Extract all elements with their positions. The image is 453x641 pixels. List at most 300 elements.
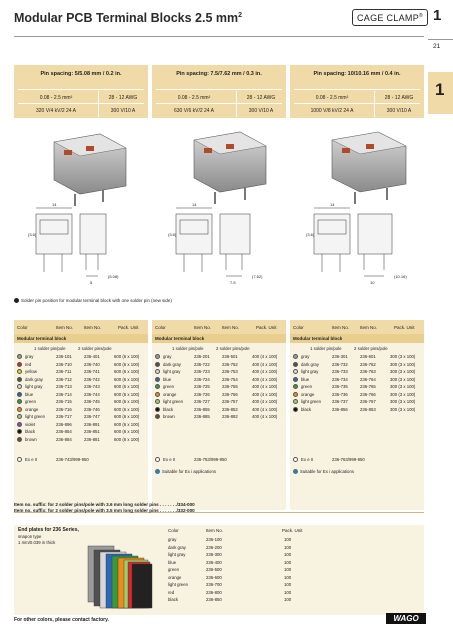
row-item1: 236-715 (56, 399, 72, 404)
col-item2: Item No. (222, 325, 240, 330)
row-color: light gray (301, 369, 319, 374)
table-row[interactable] (290, 368, 424, 375)
row-item2: 236-765 (360, 384, 376, 389)
endplate-pack: 100 (284, 597, 292, 602)
dim-label: 14 (330, 202, 335, 207)
row-item1: 236-734 (332, 376, 348, 382)
row-item2: 236-753 (222, 369, 238, 374)
endplate-row[interactable] (166, 574, 316, 581)
row-item2: 236-740 (84, 361, 100, 367)
row-pack: 600 (6 x 100) (114, 376, 140, 382)
end-plate-stack-image (84, 540, 154, 612)
table-row[interactable] (152, 353, 286, 360)
ex-item: 236-763/999-950 (332, 457, 365, 462)
row-item1: 236-722 (194, 361, 210, 367)
row-item1: 236-856 (332, 406, 348, 412)
row-pack: 400 (4 x 100) (252, 414, 278, 419)
endplate-row[interactable] (166, 581, 316, 588)
col-color: Color (17, 325, 28, 330)
table-row[interactable] (152, 398, 286, 405)
col-pack: Pack. Unit (256, 325, 277, 330)
side-tab-number: 1 (435, 80, 445, 99)
row-item2: 236-601 (360, 354, 376, 359)
row-item2: 236-741 (84, 369, 100, 374)
endplate-item: 236-100 (206, 537, 222, 542)
row-color: green (301, 384, 312, 389)
row-pack: 300 (3 x 100) (390, 361, 416, 367)
color-swatch-icon (17, 414, 22, 419)
row-item2: 236-852 (222, 406, 238, 412)
color-swatch-icon (17, 362, 22, 367)
row-item1: 236-735 (332, 384, 348, 389)
spec-awg: 28 - 12 AWG (384, 95, 414, 101)
col-two-pins: 2 solder pins/pole (216, 346, 250, 351)
spec-rating-iec: 320 V/4 kV/2 24 A (35, 108, 77, 114)
row-item2: 236-851 (84, 429, 100, 434)
endplate-row[interactable] (166, 596, 316, 603)
dim-label: (5.08) (108, 274, 119, 279)
row-item2: 236-742 (84, 376, 100, 382)
row-pack: 400 (4 x 100) (252, 391, 278, 397)
row-color: violet (25, 421, 36, 427)
color-swatch-icon (17, 422, 22, 427)
endplate-pack: 100 (284, 544, 292, 550)
row-pack: 300 (3 x 100) (390, 399, 416, 404)
spec-divider (156, 89, 282, 90)
table-row[interactable] (152, 361, 286, 368)
row-item2: 236-881 (84, 436, 100, 442)
col-one-pin: 1 solder pin/pole (310, 346, 342, 351)
end-plate-subtitle: snapon type 1 mm/0.039 in thick (18, 534, 56, 545)
row-pack: 600 (6 x 100) (114, 399, 140, 404)
spec-divider (294, 89, 420, 90)
row-color: light green (163, 399, 184, 404)
dim-label: (7.62) (252, 274, 263, 279)
table-row[interactable] (290, 361, 424, 368)
row-color: light green (25, 414, 46, 419)
row-item2: 236-401 (84, 354, 100, 359)
spec-heading: Pin spacing: 5/5.08 mm / 0.2 in. (40, 71, 122, 77)
product-table-2 (290, 320, 424, 510)
row-color: light gray (163, 369, 181, 374)
dimension-drawing-10mm (314, 208, 392, 276)
table-subheader: Modular terminal block (14, 334, 148, 343)
table-row[interactable] (152, 383, 286, 390)
row-item2: 236-743 (84, 384, 100, 389)
row-item2: 236-891 (84, 421, 100, 427)
table-row[interactable] (14, 421, 148, 428)
table-row[interactable] (290, 406, 424, 413)
spec-divider (294, 103, 420, 104)
col-item2: Item No. (84, 325, 102, 330)
dim-label: (3.6) (28, 232, 37, 237)
endplate-item: 236-300 (206, 552, 222, 557)
dim-label: 14 (52, 202, 57, 207)
ex-item: 236-753/999-950 (194, 457, 227, 462)
endplate-pack: 100 (284, 582, 292, 587)
row-pack: 300 (3 x 100) (390, 391, 416, 397)
table-header (14, 320, 148, 334)
endplate-item: 236-600 (206, 574, 222, 580)
table-row[interactable] (290, 391, 424, 398)
row-item2: 236-746 (84, 406, 100, 412)
row-color: dark gray (301, 361, 319, 367)
col-color: Color (155, 325, 166, 330)
table-row[interactable] (14, 361, 148, 368)
endplate-color: light green (168, 582, 189, 587)
ex-item: 236-743/999-950 (56, 457, 89, 462)
row-item2: 236-757 (222, 399, 238, 404)
row-pack: 300 (3 x 100) (390, 406, 416, 412)
spec-awg: 28 - 12 AWG (108, 95, 138, 101)
info-icon (155, 469, 160, 474)
endplate-pack: 100 (284, 537, 292, 542)
table-row[interactable] (14, 368, 148, 375)
endplate-item: 236-700 (206, 582, 222, 587)
spec-cross-section: 0.08 - 2.5 mm² (315, 95, 349, 101)
color-swatch-icon (293, 362, 298, 367)
dim-label: 10 (370, 280, 375, 285)
spec-divider (18, 89, 144, 90)
spec-band-5mm (14, 65, 148, 118)
color-swatch-icon (17, 399, 22, 404)
dim-label: 7.5 (230, 280, 236, 285)
row-item1: 236-855 (194, 406, 210, 412)
solder-pin-note: Solder pin position for modular terminal block with one solder pin (new side) (14, 298, 172, 303)
color-swatch-icon (17, 392, 22, 397)
endplate-row[interactable] (166, 559, 316, 566)
ex-i-note: Suitable for Ex i applications (155, 469, 216, 474)
row-color: black (301, 406, 312, 412)
row-color: brown (163, 414, 175, 419)
row-color: dark gray (163, 361, 181, 367)
row-item1: 236-896 (56, 421, 72, 427)
table-row[interactable] (14, 391, 148, 398)
color-swatch-icon (17, 377, 22, 382)
spec-rating-iec: 1000 V/8 kV/2 24 A (310, 108, 354, 114)
row-item1: 236-723 (194, 369, 210, 374)
ex-marker-icon (17, 457, 22, 462)
row-item2: 236-756 (222, 391, 238, 397)
table-row[interactable] (152, 406, 286, 413)
row-item1: 236-726 (194, 391, 210, 397)
row-item2: 236-853 (360, 406, 376, 412)
endplate-color: light gray (168, 552, 186, 557)
col-color: Color (293, 325, 304, 330)
row-item2: 236-766 (360, 391, 376, 397)
row-pack: 600 (6 x 100) (114, 384, 140, 389)
spec-heading: Pin spacing: 7.5/7.62 mm / 0.3 in. (176, 71, 262, 77)
row-pack: 600 (6 x 100) (114, 406, 140, 412)
table-row[interactable] (290, 353, 424, 360)
spec-band-7mm (152, 65, 286, 118)
row-item1: 236-885 (194, 414, 210, 419)
row-pack: 400 (4 x 100) (252, 406, 278, 412)
row-item1: 236-884 (56, 436, 72, 442)
color-swatch-icon (293, 384, 298, 389)
product-photo-5mm (54, 134, 126, 206)
dim-label: (3.6) (168, 232, 177, 237)
row-pack: 600 (6 x 100) (114, 436, 140, 442)
endplate-row[interactable] (166, 551, 316, 558)
dim-label: (10.16) (394, 274, 407, 279)
spec-awg: 28 - 12 AWG (246, 95, 276, 101)
row-item1: 236-201 (194, 354, 210, 359)
row-item2: 236-752 (222, 361, 238, 367)
color-swatch-icon (17, 437, 22, 442)
endplate-col-color: Color (168, 528, 179, 533)
row-color: green (25, 399, 36, 404)
table-header (290, 320, 424, 334)
dim-label: 14 (192, 202, 197, 207)
product-table-1 (152, 320, 286, 510)
row-item1: 236-854 (56, 429, 72, 434)
table-header (152, 320, 286, 334)
endplate-color: dark gray (168, 544, 186, 550)
row-color: blue (301, 376, 310, 382)
row-pack: 400 (4 x 100) (252, 384, 278, 389)
dim-label: 5 (90, 280, 93, 285)
spec-band-10mm (290, 65, 424, 118)
row-pack: 400 (4 x 100) (252, 369, 278, 374)
row-item1: 236-717 (56, 414, 72, 419)
color-swatch-icon (155, 362, 160, 367)
color-swatch-icon (17, 429, 22, 434)
page-title: Modular PCB Terminal Blocks 2.5 $mm^2$ (14, 11, 243, 25)
table-row[interactable] (152, 368, 286, 375)
ex-row[interactable] (152, 456, 286, 463)
row-color: orange (301, 391, 315, 397)
row-item1: 236-725 (194, 384, 210, 389)
row-item2: 236-501 (222, 354, 238, 359)
endplate-color: blue (168, 559, 177, 565)
row-color: green (163, 384, 174, 389)
row-item2: 236-745 (84, 399, 100, 404)
col-two-pins: 2 solder pins/pole (354, 346, 388, 351)
row-pack: 300 (3 x 100) (390, 354, 416, 359)
row-color: dark gray (25, 376, 43, 382)
table-row[interactable] (290, 376, 424, 383)
row-pack: 300 (3 x 100) (390, 384, 416, 389)
row-item2: 236-882 (222, 414, 238, 419)
row-pack: 600 (6 x 100) (114, 369, 140, 374)
endplate-color: gray (168, 537, 177, 542)
row-color: blue (25, 391, 34, 397)
col-item1: Item No. (332, 325, 350, 330)
ex-label: Ex e II (163, 457, 176, 462)
row-item2: 236-744 (84, 391, 100, 397)
row-item1: 236-711 (56, 369, 72, 374)
endplate-color: black (168, 597, 179, 602)
endplate-item: 236-400 (206, 559, 222, 565)
dim-label: (3.6) (306, 232, 315, 237)
col-pack: Pack. Unit (118, 325, 139, 330)
spec-cross-section: 0.08 - 2.5 mm² (39, 95, 73, 101)
row-color: gray (163, 354, 172, 359)
table-row[interactable] (152, 413, 286, 420)
row-pack: 600 (6 x 100) (114, 429, 140, 434)
row-item1: 236-716 (56, 406, 72, 412)
color-swatch-icon (155, 399, 160, 404)
endplate-color: orange (168, 574, 182, 580)
footer-note: For other colors, please contact factory. (14, 617, 109, 623)
item-suffix-note-1: Item no. suffix: for 2 solder pins/pole with 3.6 mm long solder pins . . . . . . ./334-000 (14, 502, 195, 507)
spec-rating-ul: 300 V/10 A (248, 108, 274, 114)
col-pack: Pack. Unit (394, 325, 415, 330)
col-one-pin: 1 solder pin/pole (172, 346, 204, 351)
end-plate-title: End plates for 236 Series, (18, 527, 79, 533)
endplate-row[interactable] (166, 536, 316, 543)
color-swatch-icon (293, 354, 298, 359)
spec-heading: Pin spacing: 10/10.16 mm / 0.4 in. (313, 71, 401, 77)
table-row[interactable] (14, 398, 148, 405)
table-row[interactable] (14, 376, 148, 383)
table-subheader: Modular terminal block (290, 334, 424, 343)
row-item2: 236-755 (222, 384, 238, 389)
product-photo-7mm (194, 132, 266, 204)
table-row[interactable] (152, 391, 286, 398)
endplate-row[interactable] (166, 566, 316, 573)
row-item1: 236-710 (56, 361, 72, 367)
row-pack: 600 (6 x 100) (114, 354, 140, 359)
col-two-pins: 2 solder pins/pole (78, 346, 112, 351)
color-swatch-icon (17, 369, 22, 374)
table-row[interactable] (14, 413, 148, 420)
endplate-pack: 100 (284, 552, 292, 557)
row-color: orange (25, 406, 39, 412)
endplate-pack: 100 (284, 589, 292, 595)
row-item2: 236-767 (360, 399, 376, 404)
col-item1: Item No. (56, 325, 74, 330)
row-pack: 400 (4 x 100) (252, 361, 278, 367)
row-color: black (163, 406, 174, 412)
table-row[interactable] (14, 353, 148, 360)
row-item1: 236-101 (56, 354, 72, 359)
row-pack: 600 (6 x 100) (114, 361, 140, 367)
color-swatch-icon (17, 407, 22, 412)
product-table-0 (14, 320, 148, 510)
row-color: red (25, 361, 32, 367)
info-icon (293, 469, 298, 474)
endplate-color: green (168, 567, 179, 572)
ex-row[interactable] (290, 456, 424, 463)
endplate-row[interactable] (166, 589, 316, 596)
row-pack: 400 (4 x 100) (252, 354, 278, 359)
product-photo-10mm (332, 132, 406, 204)
ex-i-note: Suitable for Ex i applications (293, 469, 354, 474)
spec-rating-ul: 300 V/10 A (110, 108, 136, 114)
dimension-drawing-5mm (36, 208, 106, 276)
table-row[interactable] (14, 436, 148, 443)
endplate-color: red (168, 589, 175, 595)
col-one-pin: 1 solder pin/pole (34, 346, 66, 351)
endplate-item: 236-500 (206, 567, 222, 572)
ex-row[interactable] (14, 456, 148, 463)
table-row[interactable] (14, 383, 148, 390)
row-pack: 300 (3 x 100) (390, 376, 416, 382)
spec-divider (18, 103, 144, 104)
ex-label: Ex e II (25, 457, 38, 462)
color-swatch-icon (155, 369, 160, 374)
table-row[interactable] (152, 376, 286, 383)
row-item1: 236-301 (332, 354, 348, 359)
row-color: black (25, 429, 36, 434)
row-item2: 236-754 (222, 376, 238, 382)
row-color: brown (25, 436, 37, 442)
color-swatch-icon (155, 407, 160, 412)
row-pack: 400 (4 x 100) (252, 399, 278, 404)
row-item1: 236-732 (332, 361, 348, 367)
row-item1: 236-714 (56, 391, 72, 397)
table-row[interactable] (290, 398, 424, 405)
table-row[interactable] (14, 406, 148, 413)
spec-rating-iec: 630 V/6 kV/2 24 A (173, 108, 215, 114)
row-color: blue (163, 376, 172, 382)
color-swatch-icon (155, 414, 160, 419)
color-swatch-icon (17, 354, 22, 359)
row-item1: 236-736 (332, 391, 348, 397)
row-item1: 236-737 (332, 399, 348, 404)
endplate-pack: 100 (284, 567, 292, 572)
color-swatch-icon (293, 399, 298, 404)
brand-badge: CAGE CLAMP® (352, 9, 428, 26)
endplate-col-pack: Pack. Unit (282, 528, 303, 533)
table-row[interactable] (14, 428, 148, 435)
table-subheader: Modular terminal block (152, 334, 286, 343)
row-color: orange (163, 391, 177, 397)
row-item1: 236-724 (194, 376, 210, 382)
endplate-item: 236-800 (206, 589, 222, 595)
row-pack: 400 (4 x 100) (252, 376, 278, 382)
color-swatch-icon (17, 384, 22, 389)
endplate-col-item: Item No. (206, 528, 224, 533)
endplate-pack: 100 (284, 559, 292, 565)
row-pack: 300 (3 x 100) (390, 369, 416, 374)
spec-cross-section: 0.08 - 2.5 mm² (177, 95, 211, 101)
color-swatch-icon (293, 392, 298, 397)
row-color: light gray (25, 384, 43, 389)
row-item1: 236-733 (332, 369, 348, 374)
title-divider (14, 36, 424, 37)
color-swatch-icon (155, 392, 160, 397)
spec-divider (156, 103, 282, 104)
endplate-pack: 100 (284, 574, 292, 580)
color-swatch-icon (293, 369, 298, 374)
row-item2: 236-762 (360, 361, 376, 367)
side-divider (428, 39, 453, 40)
endplate-row[interactable] (166, 544, 316, 551)
color-swatch-icon (155, 384, 160, 389)
color-swatch-icon (155, 377, 160, 382)
ex-label: Ex e II (301, 457, 314, 462)
row-color: gray (25, 354, 34, 359)
page-subnumber: 21 (433, 43, 441, 50)
row-item2: 236-764 (360, 376, 376, 382)
row-item2: 236-747 (84, 414, 100, 419)
endplate-item: 236-850 (206, 597, 222, 602)
note-bullet-icon (14, 298, 19, 303)
ex-marker-icon (155, 457, 160, 462)
row-item1: 236-712 (56, 376, 72, 382)
row-pack: 600 (6 x 100) (114, 414, 140, 419)
color-swatch-icon (293, 377, 298, 382)
row-item1: 236-713 (56, 384, 72, 389)
spec-rating-ul: 300 V/10 A (386, 108, 412, 114)
col-item1: Item No. (194, 325, 212, 330)
row-color: yellow (25, 369, 37, 374)
row-pack: 600 (6 x 100) (114, 391, 140, 397)
table-row[interactable] (290, 383, 424, 390)
